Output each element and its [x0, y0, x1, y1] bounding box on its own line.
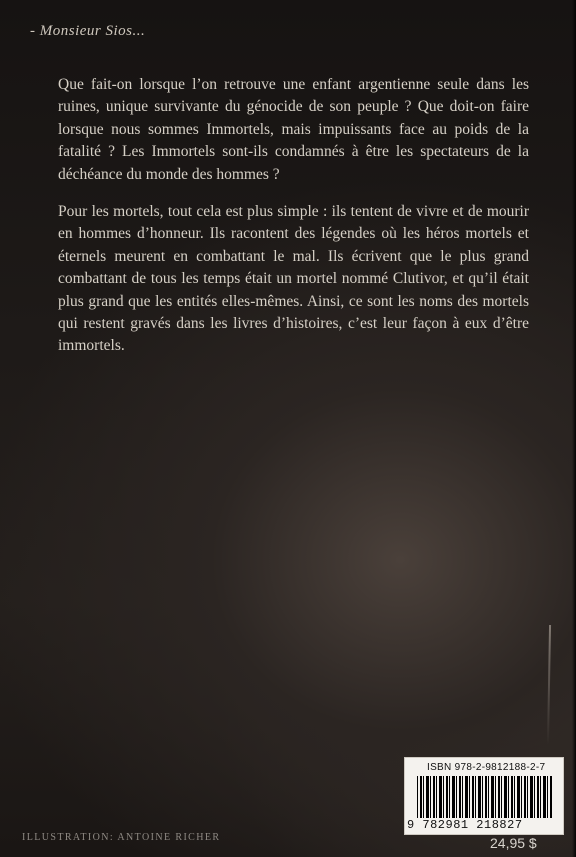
barcode-bars: [417, 776, 553, 818]
price: 24,95 $: [490, 835, 537, 851]
blurb-paragraph-1: Que fait-on lorsque l’on retrouve une enfant argentienne seule dans les ruines, unique survivante du génocide de son peuple ? Que doit-on faire lorsque nous sommes Immortels, mais impuissants face au poids de la fatalité ? Les Immortels sont-ils condamnés à être les spectateurs de la déchéance du monde des hommes ?: [58, 76, 529, 183]
light-streak: [547, 625, 551, 745]
isbn-text: ISBN 978-2-9812188-2-7: [427, 762, 546, 773]
barcode-digits: 9 782981 218827: [407, 818, 523, 832]
epigraph: - Monsieur Sios...: [30, 23, 146, 39]
barcode-label: [404, 757, 564, 835]
blurb-paragraph-2: Pour les mortels, tout cela est plus simple : ils tentent de vivre et de mourir en hommes d’honneur. Ils racontent des légendes où les héros mortels et éternels meurent en combattant le mal. Ils écrivent que le plus grand combattant de tous les temps était un mortel nommé Clutivor, et qu’il était plus grand que les entités elles-mêmes. Ainsi, ce sont les noms des mortels qui restent gravés dans les livres d’histoires, c’est leur façon à eux d’être immortels.: [58, 203, 529, 355]
cover-edge-shadow: [572, 0, 576, 857]
illustration-credit: ILLUSTRATION: ANTOINE RICHER: [22, 832, 221, 843]
